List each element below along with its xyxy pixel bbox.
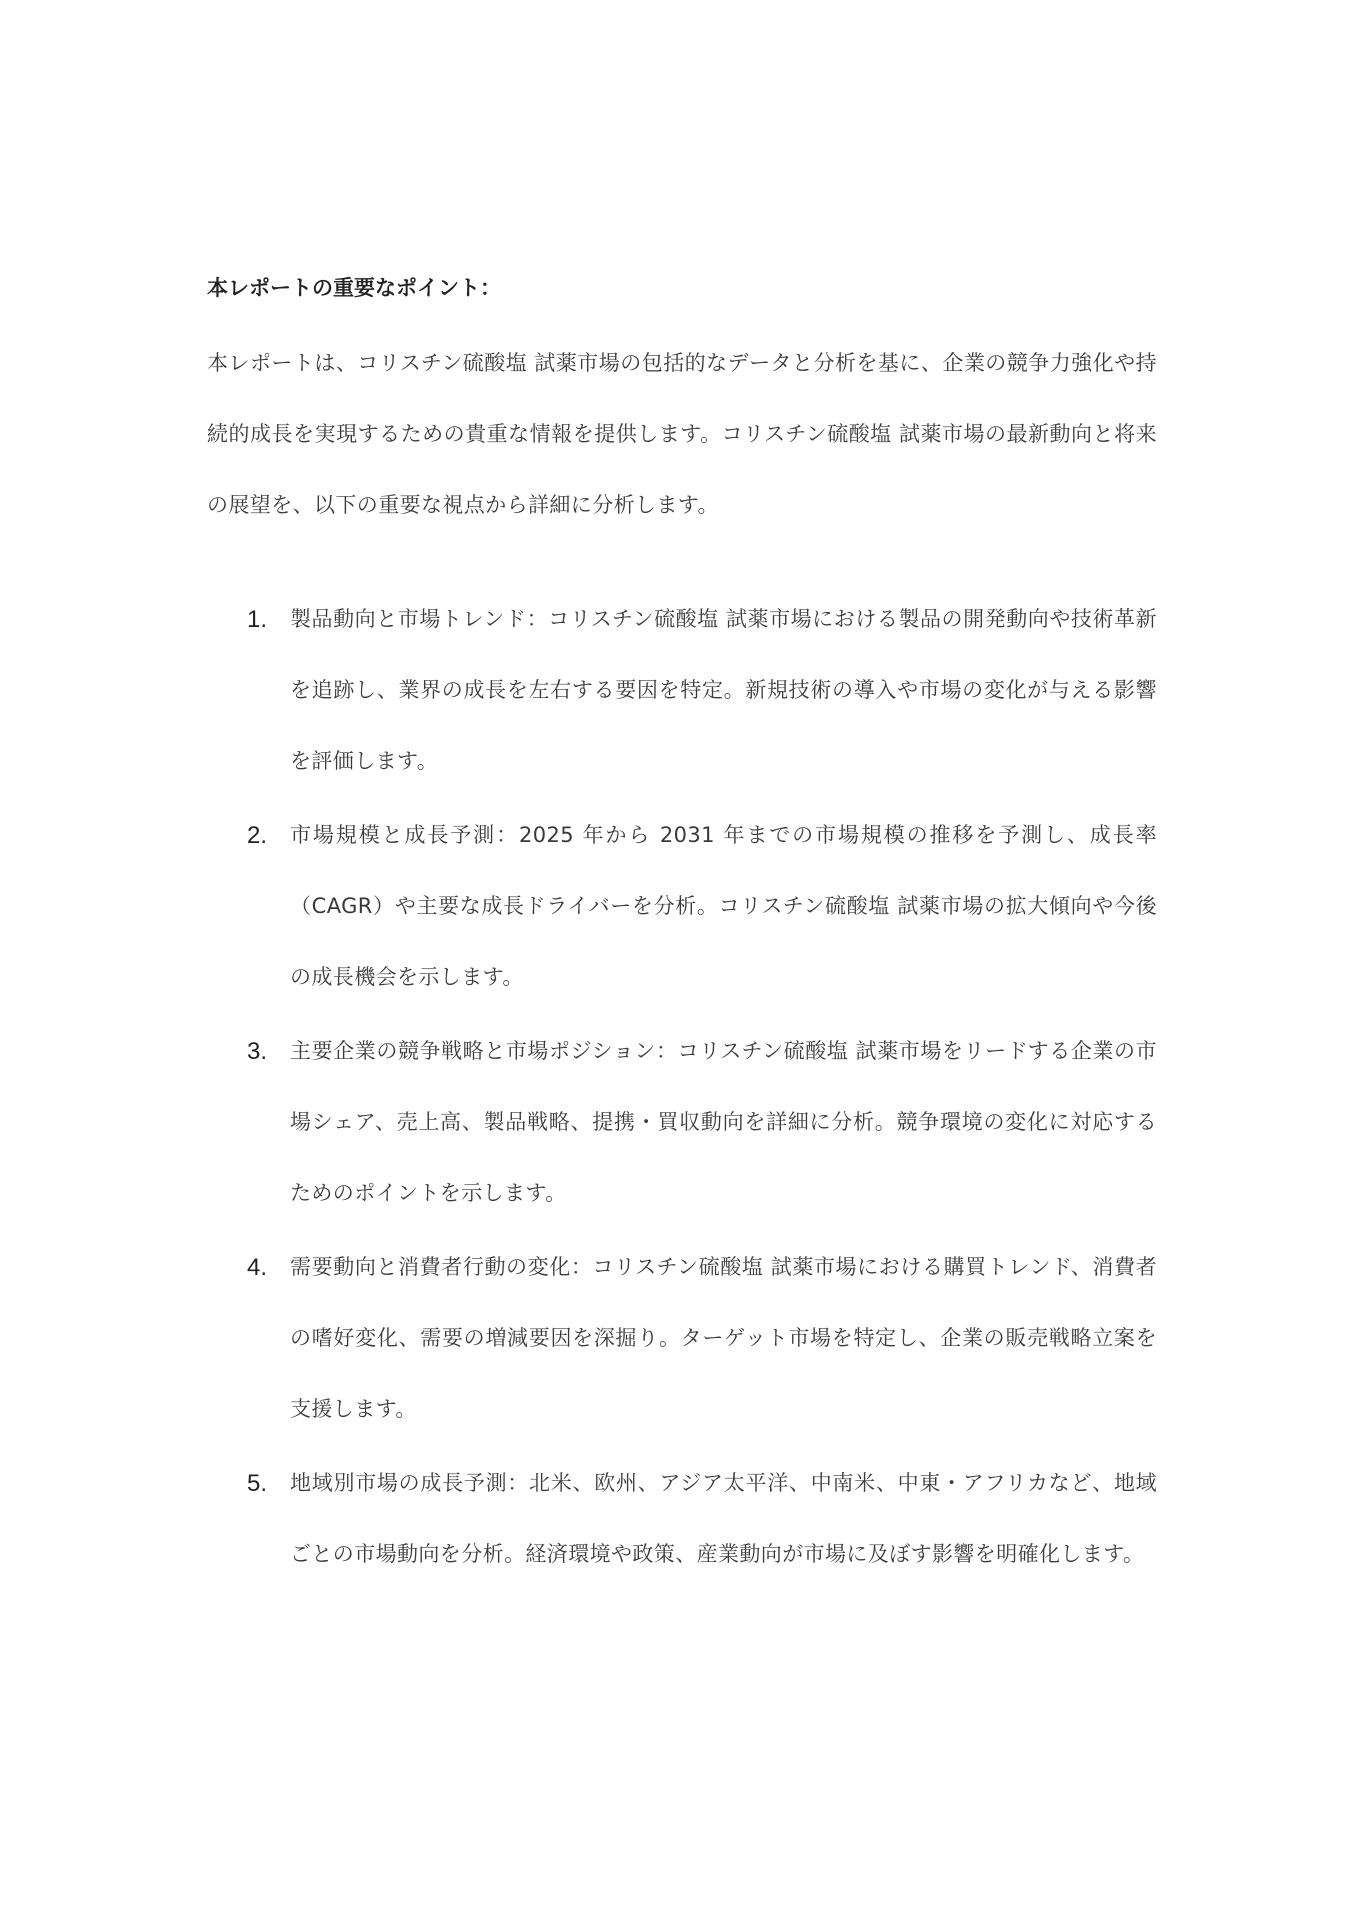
key-point-number: 1.: [247, 606, 268, 633]
key-point-item: [207, 584, 1157, 797]
key-point-text: 需要動向と消費者行動の変化：コリスチン硫酸塩 試薬市場における購買トレンド、消費者の嗜好変化、需要の増減要因を深掘り。ターゲット市場を特定し、企業の販売戦略立案を支援します。: [290, 1255, 1157, 1421]
key-point-text: 地域別市場の成長予測：北米、欧州、アジア太平洋、中南米、中東・アフリカなど、地域ごとの市場動向を分析。経済環境や政策、産業動向が市場に及ぼす影響を明確化します。: [290, 1471, 1157, 1566]
key-point-number: 4.: [247, 1254, 268, 1281]
document-body: [207, 262, 1157, 1593]
key-point-item: [207, 1016, 1157, 1229]
key-point-item: [207, 1448, 1157, 1590]
key-point-item: [207, 1232, 1157, 1445]
intro-paragraph: 本レポートは、コリスチン硫酸塩 試薬市場の包括的なデータと分析を基に、企業の競争力強化や持続的成長を実現するための貴重な情報を提供します。コリスチン硫酸塩 試薬市場の最新動向と将来の展望を、以下の重要な視点から詳細に分析します。: [207, 351, 1157, 517]
key-point-number: 3.: [247, 1038, 268, 1065]
key-point-number: 5.: [247, 1470, 268, 1497]
key-point-item: [207, 800, 1157, 1013]
key-point-text: 製品動向と市場トレンド：コリスチン硫酸塩 試薬市場における製品の開発動向や技術革新を追跡し、業界の成長を左右する要因を特定。新規技術の導入や市場の変化が与える影響を評価します。: [290, 607, 1157, 773]
key-point-text: 市場規模と成長予測：2025 年から 2031 年までの市場規模の推移を予測し、成長率（CAGR）や主要な成長ドライバーを分析。コリスチン硫酸塩 試薬市場の拡大傾向や今後の成長機会を示します。: [290, 823, 1157, 989]
key-point-text: 主要企業の競争戦略と市場ポジション：コリスチン硫酸塩 試薬市場をリードする企業の市場シェア、売上高、製品戦略、提携・買収動向を詳細に分析。競争環境の変化に対応するためのポイントを示します。: [290, 1039, 1157, 1205]
key-points-list: [207, 584, 1157, 1590]
key-point-number: 2.: [247, 822, 268, 849]
section-heading: 本レポートの重要なポイント：: [207, 276, 501, 300]
